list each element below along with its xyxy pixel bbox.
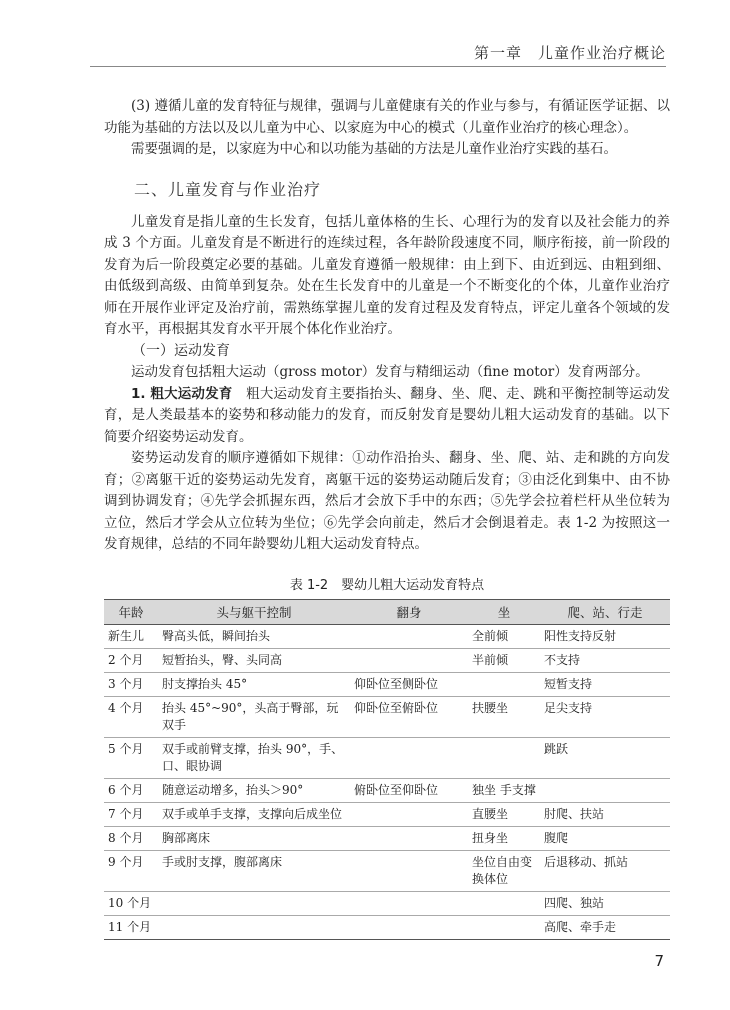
table-cell: 双手或前臂支撑，抬头 90°，手、口、眼协调 — [158, 737, 350, 778]
chapter-title: 第一章 儿童作业治疗概论 — [473, 44, 666, 62]
table-cell — [468, 737, 540, 778]
header-head-trunk: 头与躯干控制 — [158, 599, 350, 624]
table-cell — [158, 915, 350, 939]
table-cell: 短暂抬头，臀、头同高 — [158, 648, 350, 672]
table-cell — [468, 915, 540, 939]
table-cell: 9 个月 — [104, 850, 158, 891]
table-cell — [350, 891, 468, 915]
table-row — [104, 737, 670, 778]
table-cell — [468, 891, 540, 915]
header-crawl-stand-walk: 爬、站、行走 — [540, 599, 670, 624]
table-cell — [350, 850, 468, 891]
page-number: 7 — [654, 952, 664, 970]
table-cell: 四爬、独站 — [540, 891, 670, 915]
paragraph-2: 需要强调的是，以家庭为中心和以功能为基础的方法是儿童作业治疗实践的基石。 — [131, 141, 617, 157]
table-cell: 跳跃 — [540, 737, 670, 778]
table-row — [104, 778, 670, 802]
paragraph-4: 运动发育包括粗大运动（gross motor）发育与精细运动（fine motor）发育两部分。 — [131, 364, 649, 380]
header-sit: 坐 — [468, 599, 540, 624]
table-cell: 手或肘支撑，腹部离床 — [158, 850, 350, 891]
table-cell: 7 个月 — [104, 802, 158, 826]
header-roll: 翻身 — [350, 599, 468, 624]
table-cell: 后退移动、抓站 — [540, 850, 670, 891]
table-cell: 高爬、牵手走 — [540, 915, 670, 939]
table-row — [104, 672, 670, 696]
table-cell: 新生儿 — [104, 624, 158, 648]
table-cell: 俯卧位至仰卧位 — [350, 778, 468, 802]
table-row — [104, 826, 670, 850]
paragraph-5-label: 1. 粗大运动发育 — [131, 385, 233, 402]
table-cell: 臀高头低，瞬间抬头 — [158, 624, 350, 648]
table-cell: 直腰坐 — [468, 802, 540, 826]
section-heading: 二、儿童发育与作业治疗 — [134, 179, 322, 199]
table-cell: 坐位自由变换体位 — [468, 850, 540, 891]
table-cell: 10 个月 — [104, 891, 158, 915]
table-cell: 扶腰坐 — [468, 696, 540, 737]
table-row — [104, 624, 670, 648]
table-row — [104, 696, 670, 737]
table-cell: 肘爬、扶站 — [540, 802, 670, 826]
table-cell — [540, 778, 670, 802]
table-cell: 胸部离床 — [158, 826, 350, 850]
table-header-row — [104, 599, 670, 624]
table-cell: 抬头 45°~90°，头高于臀部，玩双手 — [158, 696, 350, 737]
table-cell: 全前倾 — [468, 624, 540, 648]
page-header — [90, 40, 666, 67]
table-cell — [468, 672, 540, 696]
table-cell: 扭身坐 — [468, 826, 540, 850]
table-row — [104, 648, 670, 672]
table-cell: 足尖支持 — [540, 696, 670, 737]
table-row — [104, 850, 670, 891]
subsection-heading: （一）运动发育 — [132, 342, 230, 359]
paragraph-1: (3) 遵循儿童的发育特征与规律，强调与儿童健康有关的作业与参与，有循证医学证据、以功能为基础的方法以及以儿童为中心、以家庭为中心的模式（儿童作业治疗的核心理念）。 — [104, 98, 670, 136]
table-cell — [350, 648, 468, 672]
table-cell: 肘支撑抬头 45° — [158, 672, 350, 696]
paragraph-3: 儿童发育是指儿童的生长发育，包括儿童体格的生长、心理行为的发育以及社会能力的养成 3 个方面。儿童发育是不断进行的连续过程，各年龄阶段速度不同，顺序衔接，前一阶段的发育为后一阶段奠定必要的基础。儿童发育遵循一般规律：由上到下、由近到远、由粗到细、由低级到高级、由简单到复杂。处在生长发育中的儿童是一个不断变化的个体，儿童作业治疗师在开展作业评定及治疗前，需熟练掌握儿童的发育过程及发育特点，评定儿童各个领域的发育水平，再根据其发育水平开展个体化作业治疗。 — [104, 213, 670, 337]
table-body — [104, 624, 670, 939]
table-cell: 11 个月 — [104, 915, 158, 939]
table-cell: 不支持 — [540, 648, 670, 672]
table-cell: 仰卧位至俯卧位 — [350, 696, 468, 737]
table-cell: 独坐 手支撑 — [468, 778, 540, 802]
paragraph-5 — [104, 384, 670, 449]
table-cell: 2 个月 — [104, 648, 158, 672]
table-cell: 短暂支持 — [540, 672, 670, 696]
table-cell: 随意运动增多，抬头＞90° — [158, 778, 350, 802]
paragraph-5-text: 粗大运动发育主要指抬头、翻身、坐、爬、走、跳和平衡控制等运动发育，是人类最基本的姿势和移动能力的发育，而反射发育是婴幼儿粗大运动发育的基础。以下简要介绍姿势运动发育。 — [104, 385, 670, 445]
page-content — [104, 96, 670, 940]
table-row — [104, 891, 670, 915]
table-cell: 3 个月 — [104, 672, 158, 696]
table-cell — [350, 915, 468, 939]
table-cell: 腹爬 — [540, 826, 670, 850]
motor-development-table — [104, 599, 670, 940]
table-cell — [350, 826, 468, 850]
table-cell: 仰卧位至侧卧位 — [350, 672, 468, 696]
table-cell — [158, 891, 350, 915]
header-age: 年龄 — [104, 599, 158, 624]
table-cell — [350, 802, 468, 826]
table-cell: 5 个月 — [104, 737, 158, 778]
table-row — [104, 915, 670, 939]
table-cell: 4 个月 — [104, 696, 158, 737]
table-caption: 表 1-2 婴幼儿粗大运动发育特点 — [289, 577, 485, 593]
paragraph-6: 姿势运动发育的顺序遵循如下规律：①动作沿抬头、翻身、坐、爬、站、走和跳的方向发育；②离躯干近的姿势运动先发育，离躯干远的姿势运动随后发育；③由泛化到集中、由不协调到协调发育；④先学会抓握东西，然后才会放下手中的东西；⑤先学会拉着栏杆从坐位转为立位，然后才学会从立位转为坐位；⑥先学会向前走，然后才会倒退着走。表 1-2 为按照这一发育规律，总结的不同年龄婴幼儿粗大运动发育特点。 — [104, 450, 670, 552]
table-cell — [350, 737, 468, 778]
table-row — [104, 802, 670, 826]
table-cell: 8 个月 — [104, 826, 158, 850]
table-cell: 阳性支持反射 — [540, 624, 670, 648]
table-cell: 半前倾 — [468, 648, 540, 672]
table-cell — [350, 624, 468, 648]
table-cell: 双手或单手支撑，支撑向后成坐位 — [158, 802, 350, 826]
table-cell: 6 个月 — [104, 778, 158, 802]
